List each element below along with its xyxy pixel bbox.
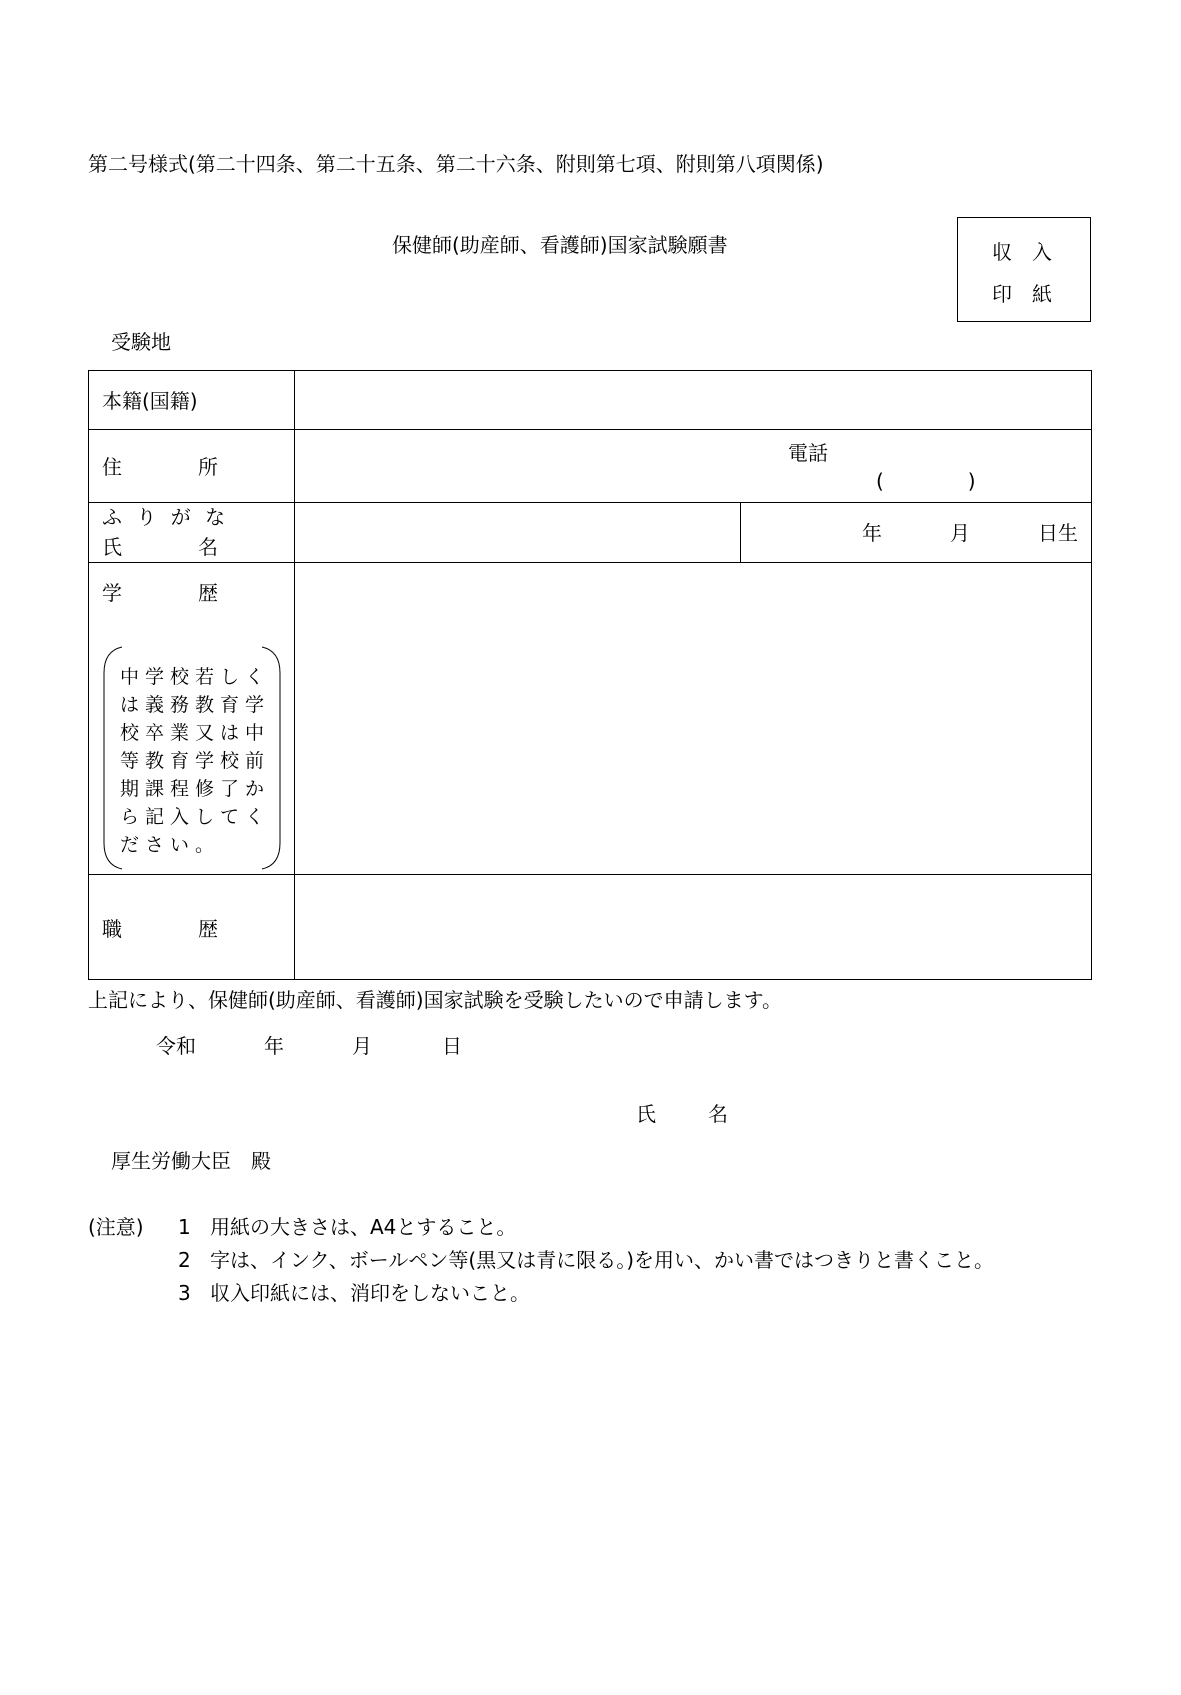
date-month-label: 月 — [352, 1034, 372, 1058]
notes-heading: (注意) — [88, 1215, 144, 1239]
date-era: 令和 — [156, 1034, 196, 1058]
page-title: 保健師(助産師、看護師)国家試験願書 — [392, 233, 728, 257]
note-number: 1 — [178, 1215, 191, 1239]
note-line: ださい。 — [120, 834, 221, 856]
furigana-label: ふ り が な — [102, 505, 230, 529]
stamp-label-line2: 印 紙 — [992, 282, 1052, 306]
career-field[interactable] — [295, 875, 1091, 979]
education-label: 学 歴 — [102, 581, 222, 605]
note-text: 収入印紙には、消印をしないこと。 — [210, 1281, 530, 1305]
phone-label: 電話 — [788, 441, 828, 465]
career-label: 職 歴 — [102, 917, 222, 941]
education-field[interactable] — [295, 563, 1091, 873]
date-year-label: 年 — [264, 1034, 284, 1058]
date-day-label: 日 — [442, 1034, 462, 1058]
domicile-field[interactable] — [295, 371, 1091, 429]
phone-area-code[interactable]: ( ) — [876, 469, 982, 493]
birth-month-label: 月 — [950, 521, 970, 545]
domicile-label: 本籍(国籍) — [102, 389, 198, 413]
addressee: 厚生労働大臣 殿 — [111, 1149, 271, 1173]
note-number: 2 — [178, 1248, 191, 1272]
note-line: 等教育学校前 — [120, 750, 271, 772]
stamp-label-line1: 収 入 — [992, 240, 1052, 264]
name-field[interactable] — [295, 503, 739, 561]
note-text: 字は、インク、ボールペン等(黒又は青に限る。)を用い、かい書ではつきりと書くこと。 — [210, 1248, 995, 1272]
note-line: は義務教育学 — [120, 694, 271, 716]
birth-year-label: 年 — [862, 521, 882, 545]
birth-day-label: 日生 — [1038, 521, 1078, 545]
form-number: 第二号様式(第二十四条、第二十五条、第二十六条、附則第七項、附則第八項関係) — [88, 152, 824, 176]
revenue-stamp-box — [957, 217, 1091, 322]
note-text: 用紙の大きさは、A4とすること。 — [210, 1215, 517, 1239]
note-line: 期課程修了か — [120, 778, 271, 800]
birth-date-field[interactable] — [741, 503, 1091, 561]
exam-site-label: 受験地 — [111, 330, 171, 354]
note-line: ら記入してく — [120, 806, 271, 828]
address-label: 住 所 — [102, 455, 222, 479]
note-number: 3 — [178, 1281, 191, 1305]
declaration-text: 上記により、保健師(助産師、看護師)国家試験を受験したいので申請します。 — [88, 988, 783, 1012]
signature-name-label: 氏 名 — [636, 1102, 732, 1126]
note-line: 校卒業又は中 — [120, 722, 271, 744]
name-label: 氏 名 — [102, 535, 222, 559]
note-line: 中学校若しく — [120, 666, 271, 688]
